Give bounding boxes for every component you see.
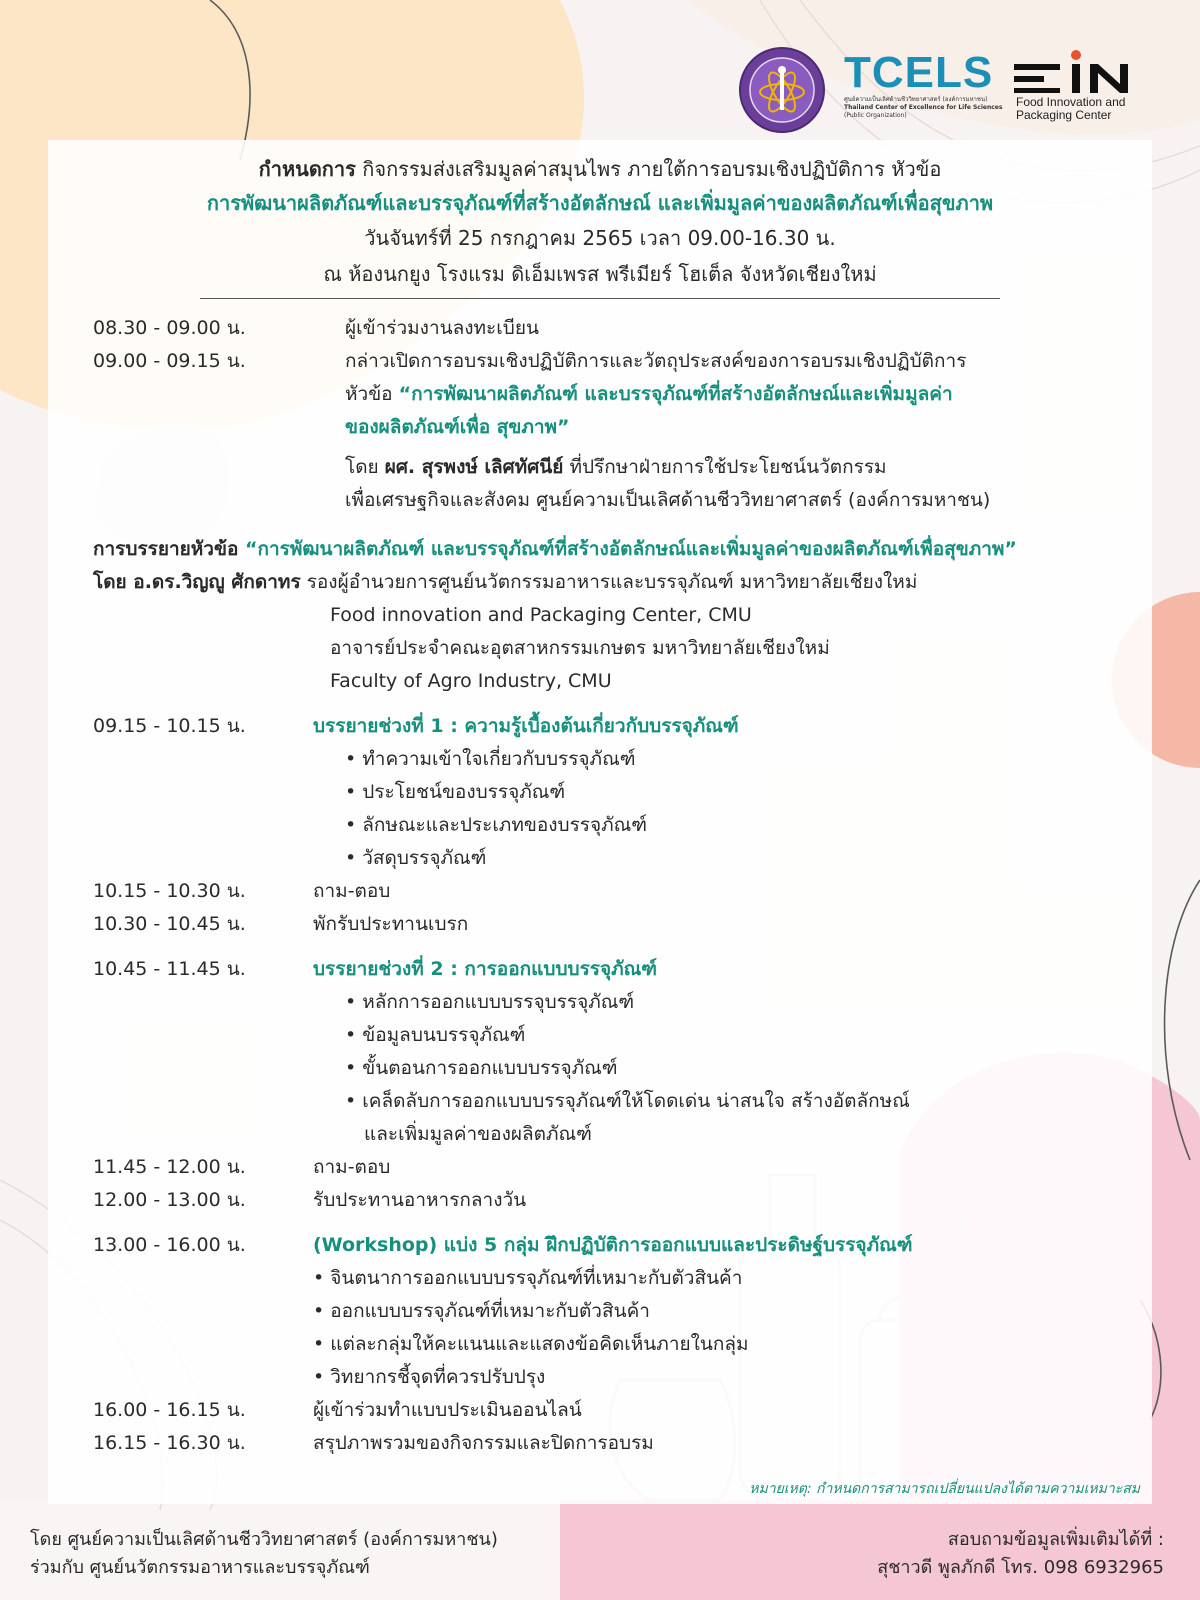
header-topic: การพัฒนาผลิตภัณฑ์และบรรจุภัณฑ์ที่สร้างอัตลักษณ์ และเพิ่มมูลค่าของผลิตภัณฑ์เพื่อสุขภาพ bbox=[206, 191, 994, 215]
topic-title-cont: ของผลิตภัณฑ์เพื่อ สุขภาพ” bbox=[345, 416, 570, 438]
fin-logo bbox=[1012, 50, 1150, 130]
lecturer-name: โดย อ.ดร.วิญญู ศักดาทร bbox=[93, 571, 301, 593]
workshop-bullet-2: • ออกแบบบรรจุภัณฑ์ที่เหมาะกับตัวสินค้า bbox=[313, 1300, 650, 1322]
workshop-bullet-4: • วิทยากรชี้จุดที่ควรปรับปรุง bbox=[313, 1366, 546, 1388]
session2-bullet-4: • เคล็ดลับการออกแบบบรรจุภัณฑ์ให้โดดเด่น น่าสนใจ สร้างอัตลักษณ์ bbox=[345, 1090, 910, 1112]
tcels-subtitle-org: (Public Organization) bbox=[844, 112, 907, 119]
coffee-break: พักรับประทานเบรก bbox=[313, 913, 469, 935]
tcels-subtitle-en: Thailand Center of Excellence for Life Sciences bbox=[844, 104, 1003, 111]
schedule-note: หมายเหตุ: กำหนดการสามารถเปลี่ยนแปลงได้ตามความเหมาะสม bbox=[749, 1481, 1140, 1497]
workshop-title: (Workshop) แบ่ง 5 กลุ่ม ฝึกปฏิบัติการออกแบบและประดิษฐ์บรรจุภัณฑ์ bbox=[313, 1234, 913, 1256]
time-1015: 10.15 - 10.30 น. bbox=[93, 880, 246, 902]
session1-bullet-4: • วัสดุบรรจุภัณฑ์ bbox=[345, 847, 487, 869]
topic-title: “การพัฒนาผลิตภัณฑ์ และบรรจุภัณฑ์ที่สร้างอัตลักษณ์และเพิ่มมูลค่า bbox=[398, 383, 953, 405]
header-line-1 bbox=[48, 152, 1152, 186]
session1-bullet-3: • ลักษณะและประเภทของบรรจุภัณฑ์ bbox=[345, 814, 648, 836]
evaluation: ผู้เข้าร่วมทำแบบประเมินออนไลน์ bbox=[313, 1399, 582, 1421]
time-1600: 16.00 - 16.15 น. bbox=[93, 1399, 246, 1421]
footer-contact bbox=[877, 1526, 1164, 1582]
lunch: รับประทานอาหารกลางวัน bbox=[313, 1189, 527, 1211]
tcels-subtitle: ศูนย์ความเป็นเลิศด้านชีววิทยาศาสตร์ (องค์การมหาชน) bbox=[844, 96, 988, 103]
time-0915: 09.15 - 10.15 น. bbox=[93, 715, 246, 737]
header-line-1-text: กิจกรรมส่งเสริมมูลค่าสมุนไพร ภายใต้การอบรมเชิงปฏิบัติการ หัวข้อ bbox=[355, 157, 942, 181]
time-0900: 09.00 - 09.15 น. bbox=[93, 350, 246, 372]
workshop-bullet-1: • จินตนาการออกแบบบรรจุภัณฑ์ที่เหมาะกับตัวสินค้า bbox=[313, 1267, 743, 1289]
lecturer-affiliation-3: Faculty of Agro Industry, CMU bbox=[330, 670, 612, 692]
session1-bullet-2: • ประโยชน์ของบรรจุภัณฑ์ bbox=[345, 781, 566, 803]
speaker-prefix: โดย bbox=[345, 456, 385, 478]
item-opening-speaker bbox=[345, 451, 887, 484]
speaker-org: เพื่อเศรษฐกิจและสังคม ศูนย์ความเป็นเลิศด้านชีววิทยาศาสตร์ (องค์การมหาชน) bbox=[345, 489, 991, 511]
lecturer-role: รองผู้อำนวยการศูนย์นวัตกรรมอาหารและบรรจุภัณฑ์ มหาวิทยาลัยเชียงใหม่ bbox=[300, 571, 918, 593]
schedule-header bbox=[48, 152, 1152, 292]
time-0830: 08.30 - 09.00 น. bbox=[93, 317, 246, 339]
fin-mark-icon bbox=[1012, 50, 1150, 94]
lecture-prefix: การบรรยายหัวข้อ bbox=[93, 538, 245, 560]
session2-bullet-3: • ขั้นตอนการออกแบบบรรจุภัณฑ์ bbox=[345, 1057, 618, 1079]
lecture-topic bbox=[93, 533, 1017, 566]
topic-prefix: หัวข้อ bbox=[345, 383, 399, 405]
time-1145: 11.45 - 12.00 น. bbox=[93, 1156, 246, 1178]
logo-bar bbox=[738, 42, 1150, 138]
session2-bullet-4-cont: และเพิ่มมูลค่าของผลิตภัณฑ์ bbox=[364, 1123, 592, 1145]
fin-caption-line1: Food Innovation and bbox=[1016, 95, 1126, 109]
session1-title: บรรยายช่วงที่ 1 : ความรู้เบื้องต้นเกี่ยวกับบรรจุภัณฑ์ bbox=[313, 715, 739, 737]
tcels-logo bbox=[844, 48, 1003, 130]
fin-caption bbox=[1016, 96, 1125, 122]
time-1200: 12.00 - 13.00 น. bbox=[93, 1189, 246, 1211]
workshop-bullet-3: • แต่ละกลุ่มให้คะแนนและแสดงข้อคิดเห็นภายในกลุ่ม bbox=[313, 1333, 749, 1355]
lecturer-affiliation-2: อาจารย์ประจำคณะอุตสาหกรรมเกษตร มหาวิทยาลัยเชียงใหม่ bbox=[330, 637, 830, 659]
footer-contact-phone: สุชาวดี พูลภักดี โทร. 098 6932965 bbox=[877, 1557, 1164, 1578]
lecturer-affiliation-1: Food innovation and Packaging Center, CMU bbox=[330, 604, 752, 626]
lecturer bbox=[93, 566, 917, 599]
session2-bullet-2: • ข้อมูลบนบรรจุภัณฑ์ bbox=[345, 1024, 526, 1046]
footer-contact-label: สอบถามข้อมูลเพิ่มเติมได้ที่ : bbox=[947, 1529, 1164, 1550]
item-opening: กล่าวเปิดการอบรมเชิงปฏิบัติการและวัตถุประสงค์ของการอบรมเชิงปฏิบัติการ bbox=[345, 350, 967, 372]
tcels-wordmark: TCELS bbox=[844, 48, 994, 97]
time-1615: 16.15 - 16.30 น. bbox=[93, 1432, 246, 1454]
time-1030: 10.30 - 10.45 น. bbox=[93, 913, 246, 935]
seal-logo bbox=[738, 46, 826, 134]
speaker-role: ที่ปรึกษาฝ่ายการใช้ประโยชน์นวัตกรรม bbox=[563, 456, 887, 478]
header-divider bbox=[200, 298, 1000, 299]
fin-caption-line2: Packaging Center bbox=[1016, 108, 1112, 122]
footer-organizer bbox=[30, 1526, 498, 1582]
closing: สรุปภาพรวมของกิจกรรมและปิดการอบรม bbox=[313, 1432, 654, 1454]
header-keyword: กำหนดการ bbox=[258, 157, 356, 181]
header-date: วันจันทร์ที่ 25 กรกฎาคม 2565 เวลา 09.00-16.30 น. bbox=[364, 226, 836, 250]
footer-organizer-line2: ร่วมกับ ศูนย์นวัตกรรมอาหารและบรรจุภัณฑ์ bbox=[30, 1557, 370, 1578]
time-1300: 13.00 - 16.00 น. bbox=[93, 1234, 246, 1256]
item-opening-topic bbox=[345, 378, 953, 411]
item-registration: ผู้เข้าร่วมงานลงทะเบียน bbox=[345, 317, 539, 339]
footer-organizer-line1: โดย ศูนย์ความเป็นเลิศด้านชีววิทยาศาสตร์ (องค์การมหาชน) bbox=[30, 1529, 498, 1550]
session2-title: บรรยายช่วงที่ 2 : การออกแบบบรรจุภัณฑ์ bbox=[313, 958, 658, 980]
speaker-name: ผศ. สุรพงษ์ เลิศทัศนีย์ bbox=[384, 456, 564, 478]
qa-1: ถาม-ตอบ bbox=[313, 880, 391, 902]
qa-2: ถาม-ตอบ bbox=[313, 1156, 391, 1178]
session1-bullet-1: • ทำความเข้าใจเกี่ยวกับบรรจุภัณฑ์ bbox=[345, 748, 636, 770]
header-venue: ณ ห้องนกยูง โรงแรม ดิเอ็มเพรส พรีเมียร์ โฮเต็ล จังหวัดเชียงใหม่ bbox=[323, 262, 877, 286]
session2-bullet-1: • หลักการออกแบบบรรจุบรรจุภัณฑ์ bbox=[345, 991, 635, 1013]
lecture-title: “การพัฒนาผลิตภัณฑ์ และบรรจุภัณฑ์ที่สร้างอัตลักษณ์และเพิ่มมูลค่าของผลิตภัณฑ์เพื่อสุขภาพ” bbox=[245, 538, 1017, 560]
time-1045: 10.45 - 11.45 น. bbox=[93, 958, 246, 980]
